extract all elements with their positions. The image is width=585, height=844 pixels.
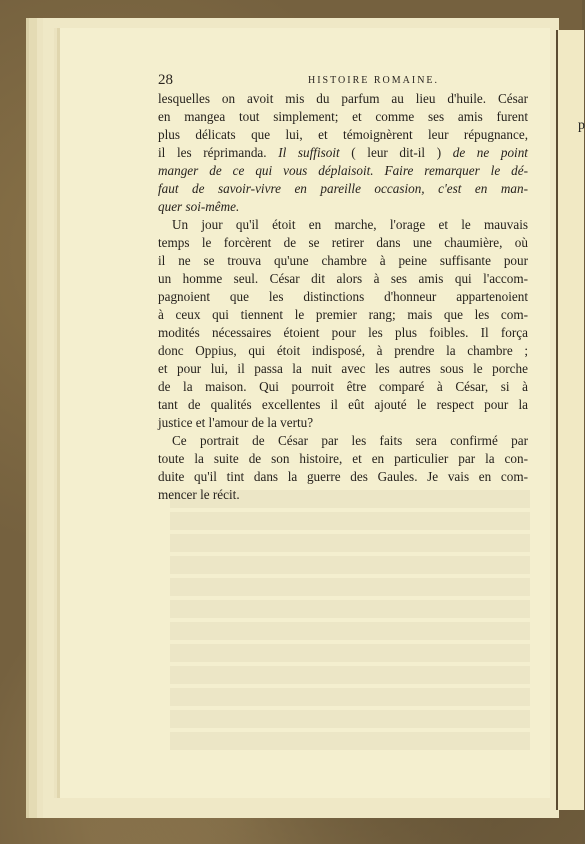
text-line: il ne se trouva qu'une chambre à peine suffisante pour — [158, 253, 528, 268]
italic-run: Il suffisoit — [278, 145, 340, 160]
text-line: mencer le récit. — [158, 487, 240, 502]
text-line: lesquelles on avoit mis du parfum au lieu d'huile. César — [158, 91, 528, 106]
text-line: tant de qualités excellentes il eût ajouté le respect pour la — [158, 397, 528, 412]
text-line: quer soi-même. — [158, 199, 240, 214]
text-line: toute la suite de son histoire, et en particulier par la con- — [158, 451, 528, 466]
facing-page — [556, 30, 584, 810]
facing-page-mark: p — [578, 118, 585, 133]
text-line: un homme seul. César dit alors à ses amis qui l'accom- — [158, 271, 528, 286]
text-line: duite qu'il tint dans la guerre des Gaules. Je vais en com- — [158, 469, 528, 484]
body-text — [158, 90, 528, 504]
text-line: faut de savoir-vivre en pareille occasion, c'est en man- — [158, 181, 528, 196]
italic-run: de ne point — [452, 145, 528, 160]
text-line: plus délicats que lui, et témoignèrent leur répugnance, — [158, 127, 528, 142]
text-line: modités nécessaires étoient pour les plus foibles. Il força — [158, 325, 528, 340]
text-line — [158, 144, 528, 162]
page-header — [98, 72, 508, 90]
text-line: pagnoient que les distinctions d'honneur appartenoient — [158, 289, 528, 304]
text-line: et pour lui, il passa la nuit avec les autres sous le porche — [158, 361, 528, 376]
text-line: donc Oppius, qui étoit indisposé, à prendre la chambre ; — [158, 343, 528, 358]
text-line: à ceux qui tiennent le premier rang; mais que les com- — [158, 307, 528, 322]
text-line: justice et l'amour de la vertu? — [158, 415, 314, 430]
page-number: 28 — [158, 72, 173, 88]
text-line: de la maison. Qui pourroit être comparé à César, si à — [158, 379, 528, 394]
text-line: Ce portrait de César par les faits sera confirmé par — [172, 433, 528, 448]
text-run: ( leur dit-il ) — [339, 145, 453, 160]
show-through-text — [170, 490, 530, 754]
text-line: en mangea tout simplement; et comme ses amis furent — [158, 109, 528, 124]
text-run: il les réprimanda. — [158, 145, 279, 160]
text-line: manger de ce qui vous déplaisoit. Faire remarquer le dé- — [158, 163, 528, 178]
text-line: temps le forcèrent de se retirer dans une chaumière, où — [158, 235, 528, 250]
text-line: Un jour qu'il étoit en marche, l'orage et le mauvais — [172, 217, 528, 232]
running-head: HISTOIRE ROMAINE. — [308, 75, 440, 86]
